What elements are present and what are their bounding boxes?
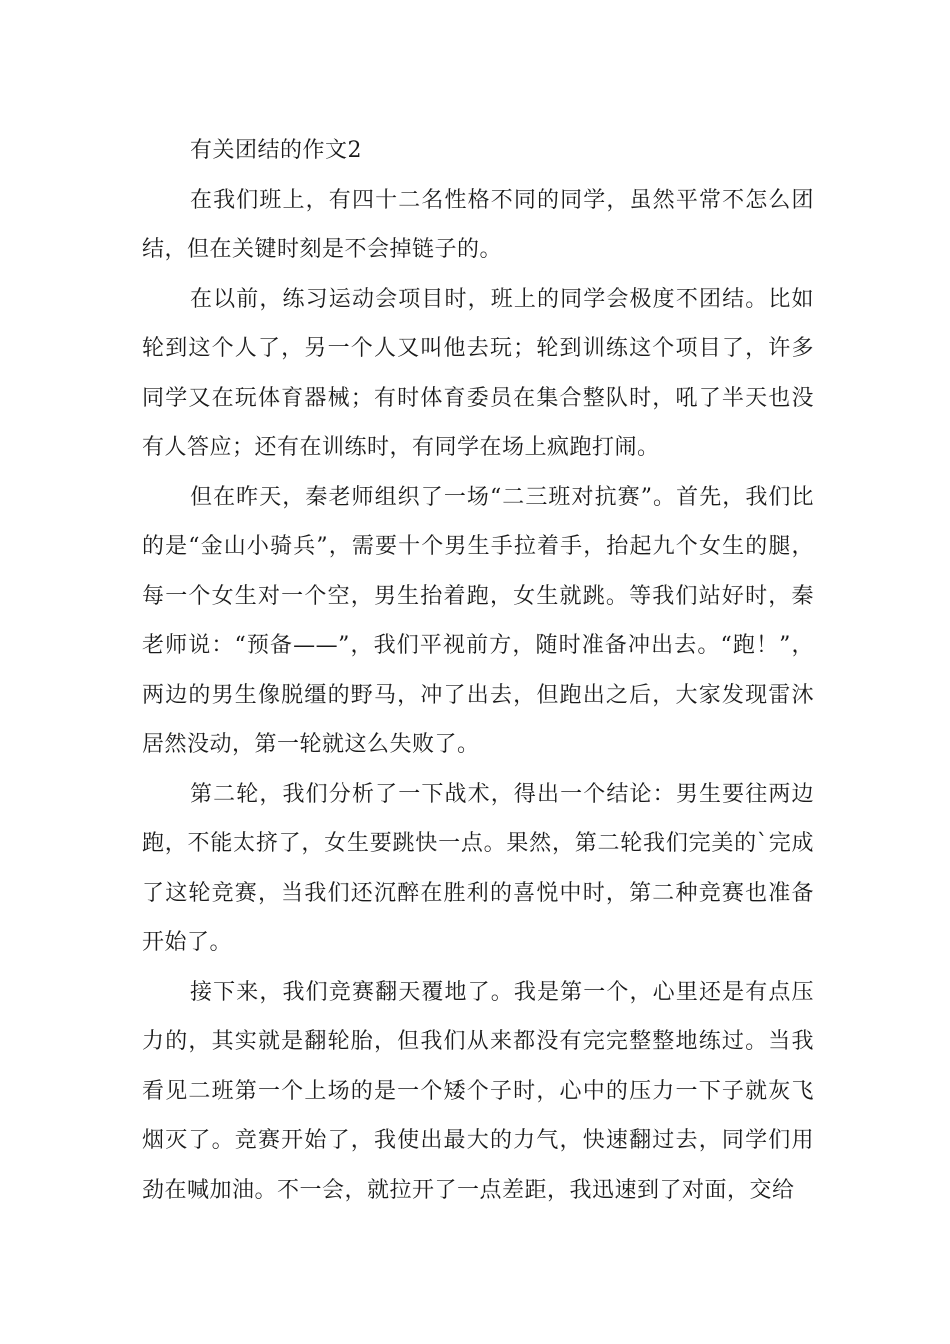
essay-title: 有关团结的作文2 [190, 138, 362, 163]
paragraph-1: 在我们班上，有四十二名性格不同的同学，虽然平常不怎么团结，但在关键时刻是不会掉链子的。 [142, 187, 814, 262]
paragraph-3: 但在昨天，秦老师组织了一场“二三班对抗赛”。首先，我们比的是“金山小骑兵”，需要十个男生手拉着手，抬起九个女生的腿，每一个女生对一个空，男生抬着跑，女生就跳。等我们站好时，秦老师说：“预备——”，我们平视前方，随时准备冲出去。“跑！”，两边的男生像脱缰的野马，冲了出去，但跑出之后，大家发现雷沐居然没动，第一轮就这么失败了。 [142, 484, 814, 757]
document-body [142, 126, 814, 1215]
paragraph-5: 接下来，我们竞赛翻天覆地了。我是第一个，心里还是有点压力的，其实就是翻轮胎，但我们从来都没有完完整整地练过。当我看见二班第一个上场的是一个矮个子时，心中的压力一下子就灰飞烟灭了。竞赛开始了，我使出最大的力气，快速翻过去，同学们用劲在喊加油。不一会，就拉开了一点差距，我迅速到了对面，交给 [142, 979, 814, 1203]
paragraph-2: 在以前，练习运动会项目时，班上的同学会极度不团结。比如轮到这个人了，另一个人又叫他去玩；轮到训练这个项目了，许多同学又在玩体育器械；有时体育委员在集合整队时，吼了半天也没有人答应；还有在训练时，有同学在场上疯跑打闹。 [142, 286, 814, 460]
paragraph-4: 第二轮，我们分析了一下战术，得出一个结论：男生要往两边跑，不能太挤了，女生要跳快一点。果然，第二轮我们完美的`完成了这轮竞赛，当我们还沉醉在胜利的喜悦中时，第二种竞赛也准备开始了。 [142, 781, 814, 955]
